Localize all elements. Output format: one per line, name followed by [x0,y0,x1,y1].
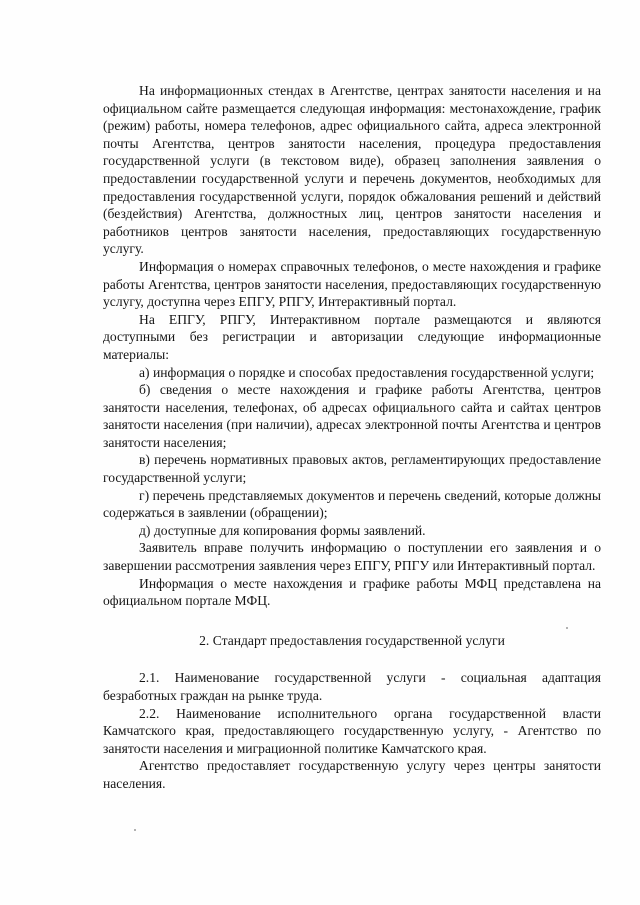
section-heading: 2. Стандарт предоставления государственной услуги [199,632,505,648]
list-item-d: д) доступные для копирования формы заявлений. [139,522,426,538]
document-body [103,82,601,793]
paragraph-2-2: 2.2. Наименование исполнительного органа государственной власти Камчатского края, предоставляющего государственную услугу, - Агентство по занятости населения и миграционной политике Камчатского края. [103,705,601,756]
paragraph-2-1: 2.1. Наименование государственной услуги - социальная адаптация безработных граждан на рынке труда. [103,670,601,703]
paragraph-agency-provides: Агентство предоставляет государственную услугу через центры занятости населения. [103,758,601,791]
paragraph-portal-materials: На ЕПГУ, РПГУ, Интерактивном портале размещаются и являются доступными без регистрации и авторизации следующие информационные материалы: [103,311,601,362]
list-item-b: б) сведения о месте нахождения и графике работы Агентства, центров занятости населения, телефонах, об адресах официального сайта и сайтах центров занятости населения (при наличии), адресах электронной почты Агентства и центров занятости населения; [103,382,601,450]
paragraph-applicant-rights: Заявитель вправе получить информацию о поступлении его заявления и о завершении рассмотрения заявления через ЕПГУ, РПГУ или Интерактивный портал. [103,540,601,574]
scan-speck [134,829,136,831]
list-item-a: а) информация о порядке и способах предоставления государственной услуги; [139,364,595,380]
scan-speck [566,627,568,629]
paragraph-mfc-info: Информация о месте нахождения и графике работы МФЦ представлена на официальном портале МФЦ. [103,575,601,609]
paragraph-info-stands: На информационных стендах в Агентстве, центрах занятости населения и на официальном сайте размещается следующая информация: местонахождение, график (режим) работы, номера телефонов, адрес официального сайта, адреса электронной почты Агентства, центров занятости населения, процедура предоставления государственной услуги (в текстовом виде), образец заполнения заявления о предоставлении государственной услуги и перечень документов, необходимых для предоставления государственной услуги, порядок обжалования решений и действий (бездействия) Агентства, должностных лиц, центров занятости населения и работников центров занятости населения, предоставляющих государственную услугу. [103,83,601,257]
paragraph-phone-info: Информация о номерах справочных телефонов, о месте нахождения и графике работы Агентства, центров занятости населения, предоставляющих государственную услугу, доступна через ЕПГУ, РПГУ, Интерактивный портал. [103,258,601,310]
list-item-v: в) перечень нормативных правовых актов, регламентирующих предоставление государственной услуги; [103,452,601,486]
list-item-g: г) перечень представляемых документов и перечень сведений, которые должны содержаться в заявлении (обращении); [103,487,601,521]
